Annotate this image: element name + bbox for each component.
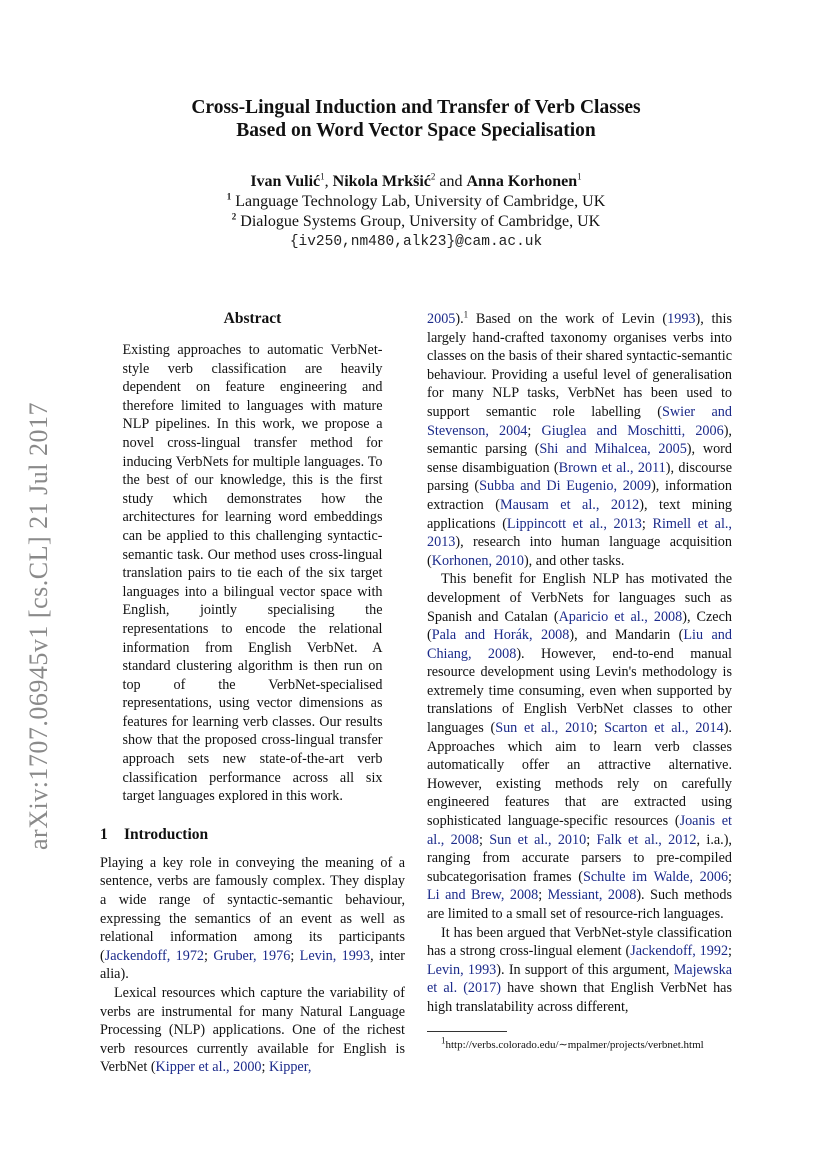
right-paragraph-2: This benefit for English NLP has motivated the development of VerbNets for languages such as Spanish and Catalan (Aparicio et al., 2008), Czech (Pala and Horák, 2008), and Mandarin (Liu and Chiang, 2008). However, end-to-end manual resource development using Levin's methodology is extremely time consuming, even when supported by translations of English VerbNet classes to other languages (Sun et al., 2010; Scarton et al., 2014). Approaches which aim to learn verb classes automatically offer an attractive alternative. However, existing methods rely on carefully engineered features that are extracted using sophisticated language-specific resources (Joanis et al., 2008; Sun et al., 2010; Falk et al., 2012, i.a.), ranging from accurate parsers to pre-compiled subcategorisation frames (Schulte im Walde, 2006; Li and Brew, 2008; Messiant, 2008). Such methods are limited to a small set of resource-rich languages. <box>427 571 732 922</box>
right-paragraph-1: 2005).$^1$ Based on the work of Levin (1993), this largely hand-crafted taxonomy organises verbs into classes on the basis of their shared syntactic-semantic behaviour. Providing a useful level of generalisation for many NLP tasks, VerbNet has been used to support semantic role labelling (Swier and Stevenson, 2004; Giuglea and Moschitti, 2006), semantic parsing (Shi and Mihalcea, 2005), word sense disambiguation (Brown et al., 2011), discourse parsing (Subba and Di Eugenio, 2009), information extraction (Mausam et al., 2012), text mining applications (Lippincott et al., 2013; Rimell et al., 2013), research into human language acquisition (Korhonen, 2010), and other tasks. <box>427 309 733 569</box>
citation-link[interactable]: 2005 <box>427 311 456 327</box>
section-title: Introduction <box>124 825 209 843</box>
author-2-affil: 2 <box>430 171 436 182</box>
citation-link[interactable]: Li and Brew, 2008 <box>427 887 539 904</box>
title-line-1: Cross-Lingual Induction and Transfer of Verb Classes <box>191 97 641 118</box>
citation-link[interactable]: Falk et al., 2012 <box>596 831 697 848</box>
right-column <box>427 310 732 1052</box>
author-2: Nikola Mrkšić <box>332 173 431 190</box>
citation-link[interactable]: Jackendoff, 1972 <box>104 947 205 964</box>
author-and: and <box>439 173 463 190</box>
abstract-text: Existing approaches to automatic VerbNet-style verb classification are heavily dependent on feature engineering and therefore limited to languages with mature NLP pipelines. In this work, we propose a novel cross-lingual transfer method for inducing VerbNets for multiple languages. To the best of our knowledge, this is the first study which demonstrates how the architectures for learning word embeddings can be applied to this challenging syntactic-semantic task. Our method uses cross-lingual translation pairs to tie each of the six target languages into a bilingual vector space with English, jointly specialising the representations to encode the relational information from English VerbNet. A standard clustering algorithm is then run on top of the VerbNet-specialised representations, using vector dimensions as features for learning verb classes. Our results show that the proposed cross-lingual transfer approach sets new state-of-the-art verb classification performance across all six target languages explored in this work. <box>122 342 383 805</box>
citation-link[interactable]: Rimell et al., 2013 <box>427 515 732 551</box>
section-heading-introduction <box>100 826 405 844</box>
citation-link[interactable]: Brown et al., 2011 <box>558 459 666 476</box>
title-line-2: Based on Word Vector Space Specialisation <box>236 120 596 141</box>
citation-link[interactable]: Schulte im Walde, 2006 <box>582 868 729 885</box>
citation-link[interactable]: Scarton et al., 2014 <box>604 720 724 737</box>
citation-link[interactable]: Shi and Mihalcea, 2005 <box>539 441 687 458</box>
citation-link[interactable]: Swier and Stevenson, 2004 <box>427 403 732 439</box>
author-1: Ivan Vulić <box>250 173 321 190</box>
citation-link[interactable]: Korhonen, 2010 <box>431 552 524 569</box>
arxiv-identifier: arXiv:1707.06945v1 [cs.CL] 21 Jul 2017 <box>24 402 53 850</box>
intro-paragraph-1: Playing a key role in conveying the meaning of a sentence, verbs are famously complex. They display a wide range of syntactic-semantic behaviour, expressing the semantics of an event as well as relational information among its participants (Jackendoff, 1972; Gruber, 1976; Levin, 1993, inter alia). <box>100 854 405 983</box>
citation-link[interactable]: Subba and Di Eugenio, 2009 <box>479 478 652 495</box>
footnote <box>427 1034 732 1052</box>
footnote-divider <box>427 1031 507 1032</box>
intro-paragraph-2: Lexical resources which capture the variability of verbs are instrumental for many Natural Language Processing (NLP) applications. One of the richest verb resources currently available for English is VerbNet (Kipper et al., 2000; Kipper, <box>100 985 405 1076</box>
citation-link[interactable]: Levin, 1993 <box>299 947 371 964</box>
citation-link[interactable]: Pala and Horák, 2008 <box>431 627 570 644</box>
author-1-affil: 1 <box>320 171 325 182</box>
citation-link[interactable]: Aparicio et al., 2008 <box>558 608 683 625</box>
citation-link[interactable]: Messiant, 2008 <box>547 887 637 904</box>
citation-link[interactable]: Liu and Chiang, 2008 <box>427 627 732 662</box>
citation-link[interactable]: Levin, 1993 <box>427 961 497 978</box>
footnote-marker[interactable]: 1 <box>463 309 469 320</box>
author-block <box>100 172 732 252</box>
citation-link[interactable]: Giuglea and Moschitti, 2006 <box>541 422 724 439</box>
author-emails: {iv250,nm480,alk23}@cam.ac.uk <box>289 234 543 250</box>
section-number: 1 <box>100 825 108 843</box>
affiliation-2: $^2$ Dialogue Systems Group, University of Cambridge, UK <box>231 211 601 230</box>
citation-link[interactable]: Kipper et al., 2000 <box>155 1059 262 1076</box>
citation-link[interactable]: Kipper, <box>269 1059 312 1076</box>
citation-link[interactable]: Joanis et al., 2008 <box>427 813 732 848</box>
paper-title <box>100 96 732 142</box>
citation-link[interactable]: Lippincott et al., 2013 <box>506 515 642 532</box>
citation-link[interactable]: Sun et al., 2010 <box>495 720 594 737</box>
citation-link[interactable]: 1993 <box>667 311 696 327</box>
author-3-affil: 1 <box>577 171 582 182</box>
citation-link[interactable]: Majewska et al. (2017) <box>427 961 732 997</box>
left-column <box>100 310 405 1077</box>
footnote-url[interactable]: http://verbs.colorado.edu/∼mpalmer/projects/verbnet.html <box>445 1038 704 1051</box>
citation-link[interactable]: Jackendoff, 1992 <box>630 943 729 960</box>
citation-link[interactable]: Gruber, 1976 <box>213 947 291 964</box>
author-separator: , <box>324 173 333 190</box>
abstract-heading: Abstract <box>223 310 282 327</box>
footnote-number: 1 <box>441 1034 446 1045</box>
author-names <box>100 172 732 192</box>
citation-link[interactable]: Sun et al., 2010 <box>489 831 587 848</box>
author-3: Anna Korhonen <box>466 173 578 190</box>
affiliation-1: $^1$ Language Technology Lab, University of Cambridge, UK <box>226 191 606 210</box>
citation-link[interactable]: Mausam et al., 2012 <box>499 496 640 513</box>
right-paragraph-3: It has been argued that VerbNet-style classification has a strong cross-lingual element (Jackendoff, 1992; Levin, 1993). In support of this argument, Majewska et al. (2017) have shown that English VerbNet has high translatability across different, <box>427 924 732 1015</box>
